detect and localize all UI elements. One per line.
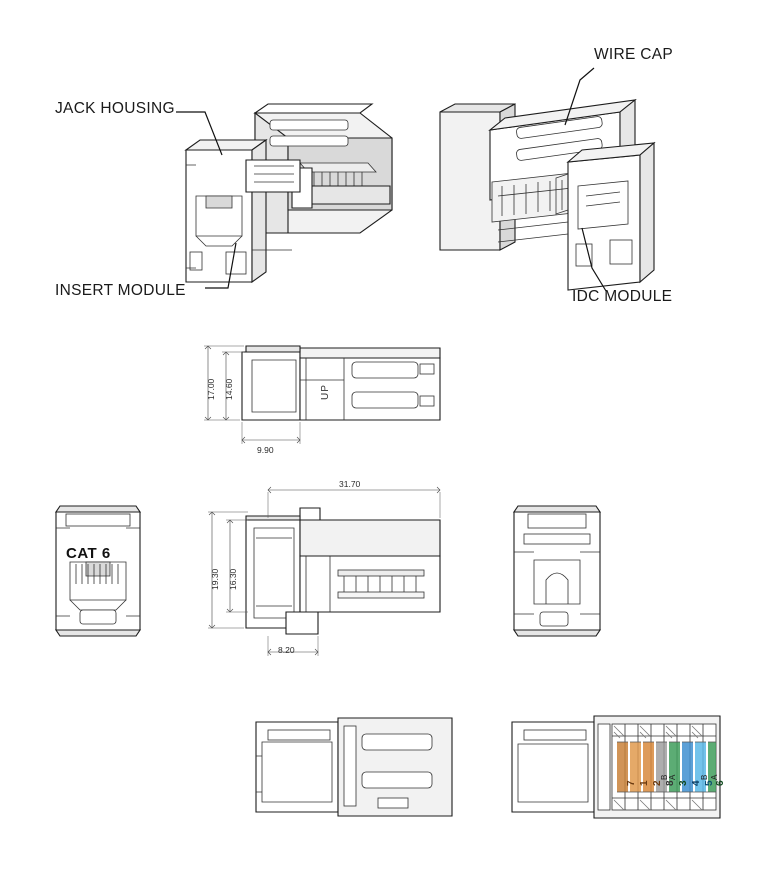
pin-label-4: 4 [691, 780, 702, 786]
callout-wire-cap: WIRE CAP [594, 46, 674, 63]
front-view-cat6 [56, 506, 140, 636]
pair-label-b-right: B [700, 774, 709, 780]
pin-label-3: 3 [678, 780, 689, 786]
pin-label-6: 6 [715, 780, 726, 786]
pin-label-5: 5 [704, 780, 715, 786]
cat6-marking: CAT 6 [66, 545, 111, 562]
callout-idc-module: IDC MODULE [572, 288, 673, 305]
dim-14-60: 14.60 [224, 378, 234, 400]
dim-16-30: 16.30 [228, 568, 238, 590]
pin-label-7: 7 [626, 780, 637, 786]
pin-label-8: 8 [665, 780, 676, 786]
top-left-assembly [186, 104, 392, 282]
dim-9-90: 9.90 [257, 445, 274, 455]
callout-insert-module: INSERT MODULE [55, 282, 186, 299]
wiring-view-bottom-right [512, 716, 720, 818]
pair-label-a-left: A [668, 774, 677, 780]
dim-19-30: 19.30 [210, 568, 220, 590]
callout-jack-housing: JACK HOUSING [55, 100, 175, 117]
dim-31-70: 31.70 [339, 479, 361, 489]
dim-8-20: 8.20 [278, 645, 295, 655]
dim-17-00: 17.00 [206, 378, 216, 400]
pair-label-a-right: A [710, 774, 719, 780]
top-right-assembly [440, 100, 654, 290]
rear-view-right [514, 506, 600, 636]
top-view-bottom-left [256, 718, 452, 816]
pair-label-b-left: B [660, 774, 669, 780]
pin-label-2: 2 [652, 780, 663, 786]
section-view-middle [208, 487, 440, 656]
up-marking: UP [320, 384, 331, 400]
pin-label-1: 1 [639, 780, 650, 786]
